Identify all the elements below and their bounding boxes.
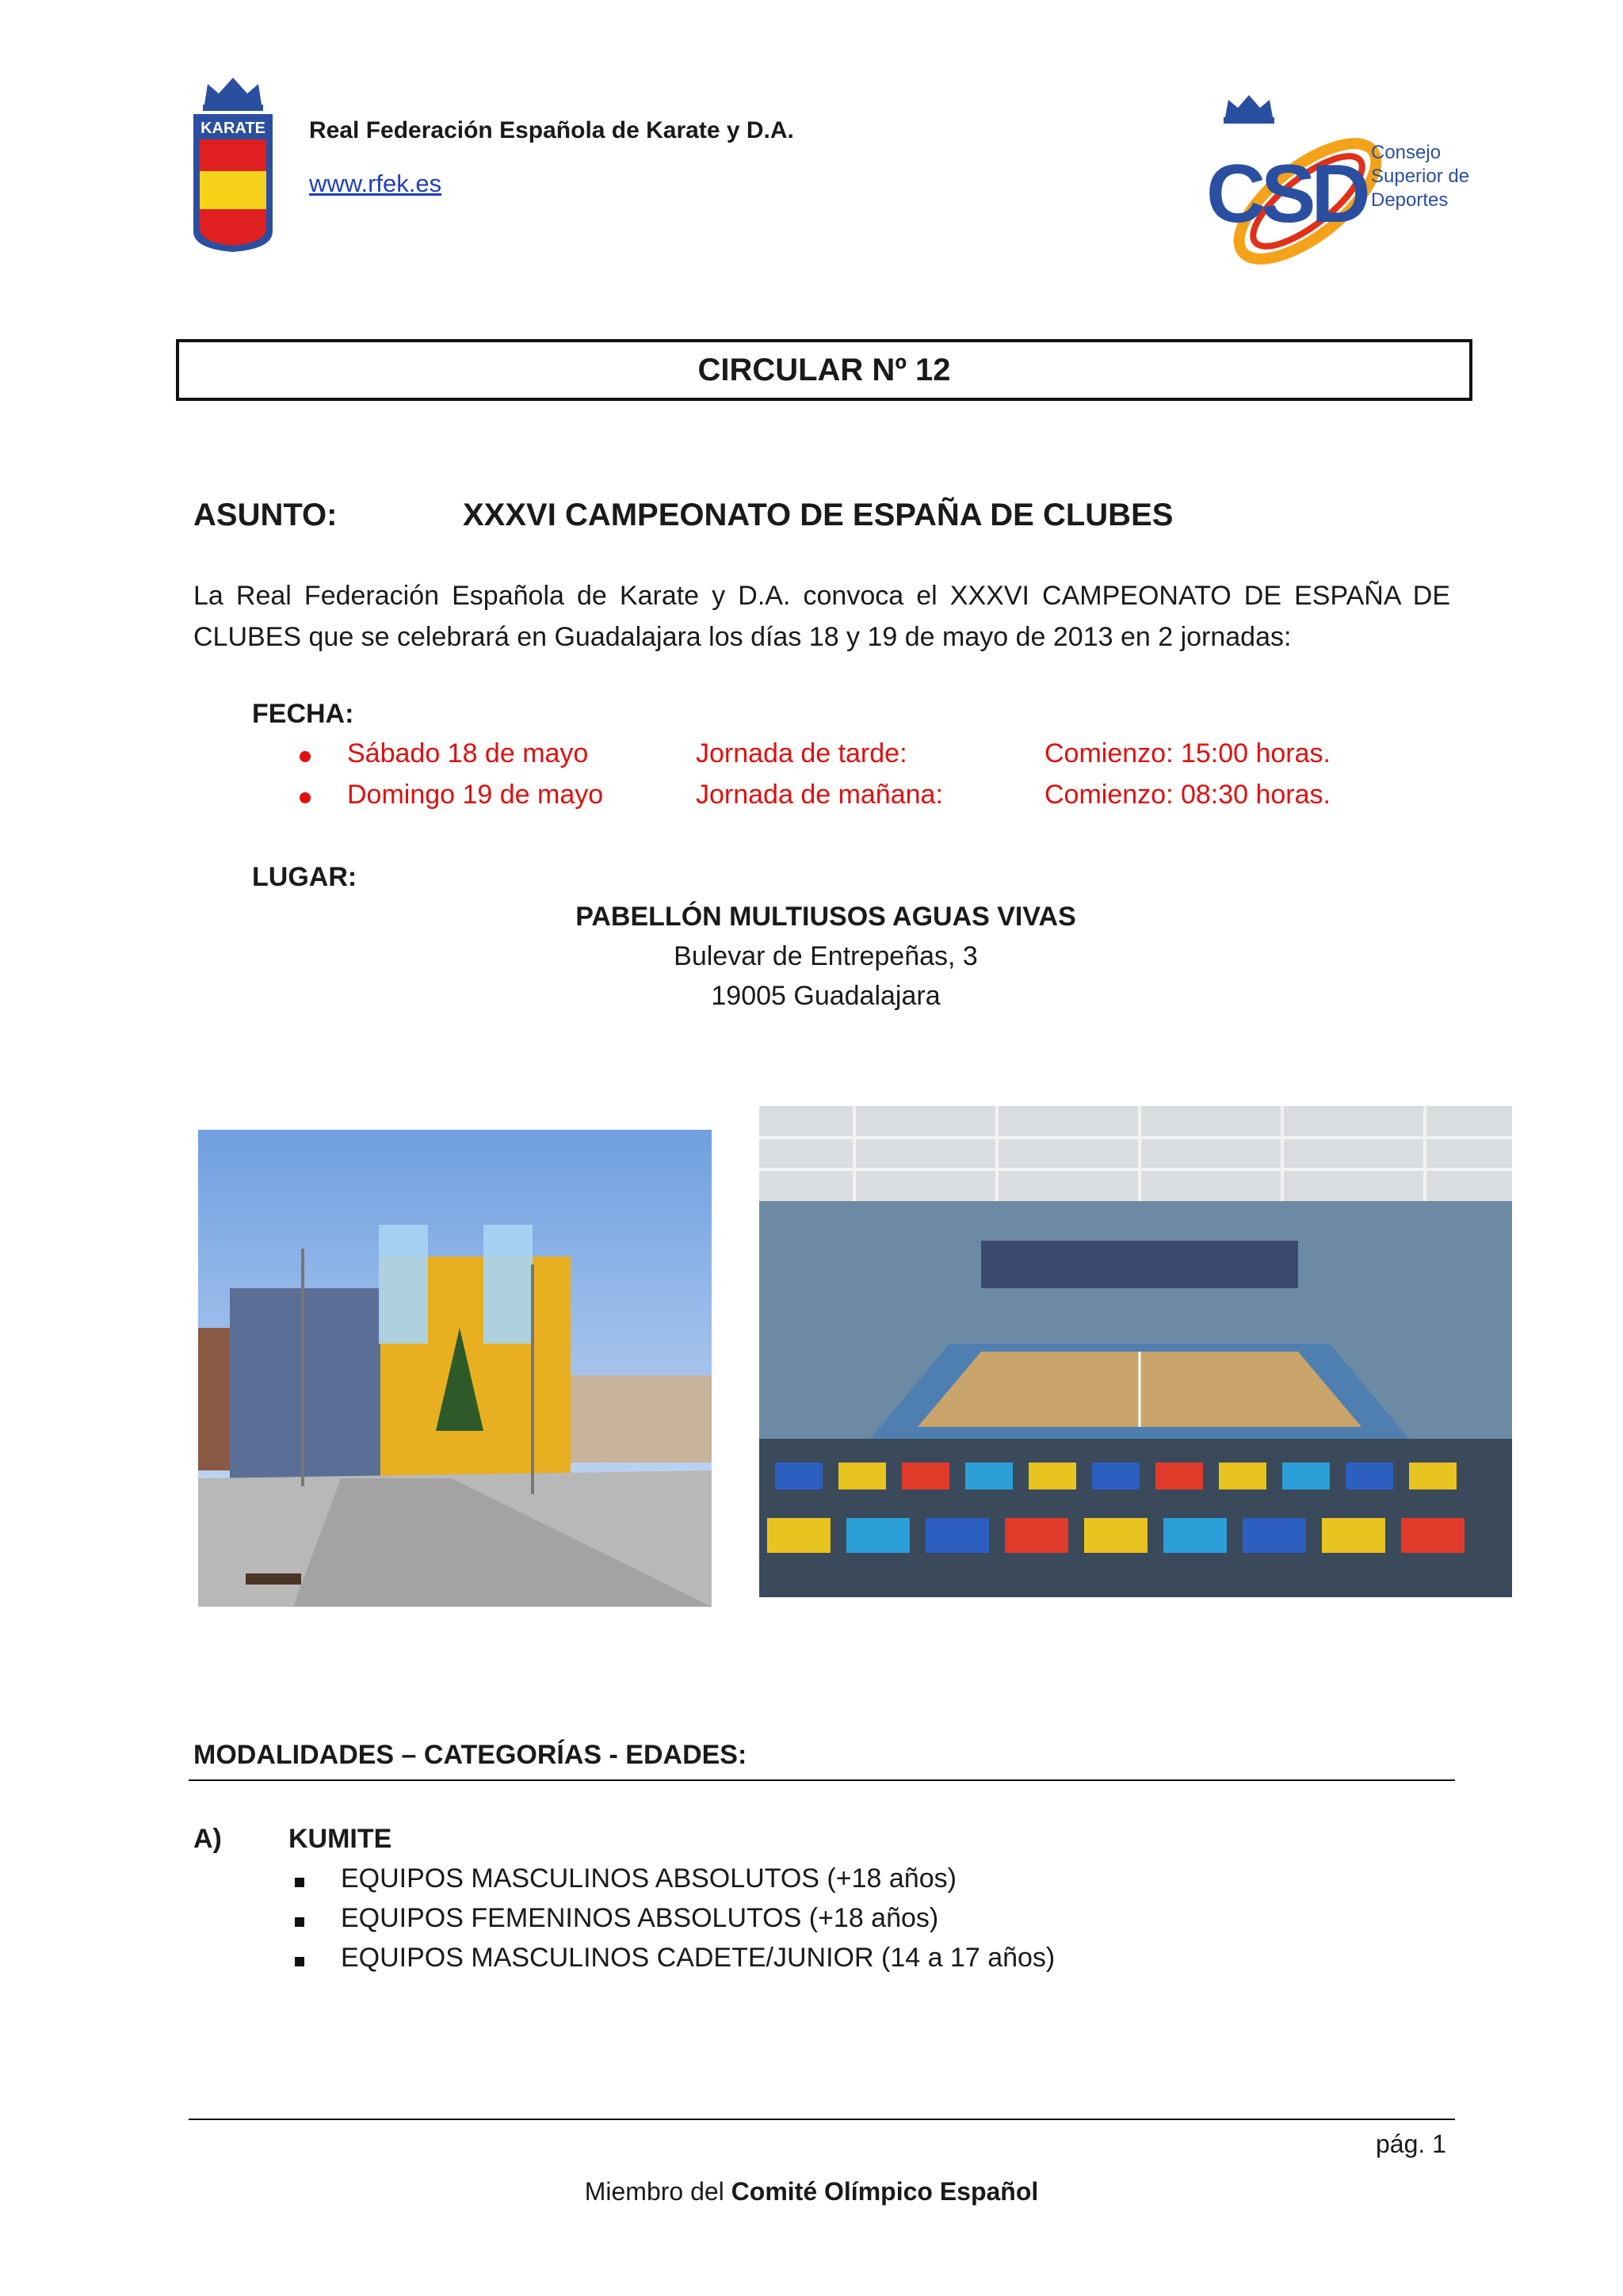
square-bullet-icon (295, 1917, 304, 1927)
kumite-title: KUMITE (288, 1824, 392, 1854)
footer-divider (189, 2119, 1455, 2120)
org-name: Real Federación Española de Karate y D.A. (309, 117, 794, 143)
csd-logo-text: CSD (1206, 148, 1366, 240)
asunto-text: XXXVI CAMPEONATO DE ESPAÑA DE CLUBES (463, 498, 1174, 532)
csd-logo (1189, 82, 1474, 273)
page-number: pág. 1 (1376, 2130, 1446, 2158)
rfek-logo-text: KARATE (200, 120, 265, 137)
org-url-link[interactable]: www.rfek.es (309, 170, 442, 197)
rfek-logo (190, 73, 276, 254)
kumite-item: EQUIPOS MASCULINOS CADETE/JUNIOR (14 a 17 años) (341, 1943, 1056, 1973)
bullet-icon (300, 792, 311, 803)
venue-address: Bulevar de Entrepeñas, 3 (674, 941, 978, 971)
venue-name: PABELLÓN MULTIUSOS AGUAS VIVAS (575, 902, 1076, 932)
footer-member (0, 2177, 1623, 2206)
schedule-day: Sábado 18 de mayo (347, 738, 589, 769)
kumite-letter: A) (193, 1824, 222, 1854)
csd-sub-1: Consejo (1371, 142, 1442, 163)
square-bullet-icon (295, 1957, 304, 1966)
venue-city: 19005 Guadalajara (711, 981, 941, 1011)
venue-exterior-photo (198, 1130, 712, 1607)
asunto-label: ASUNTO: (193, 498, 338, 532)
schedule-row (0, 780, 1623, 821)
modalidades-heading: MODALIDADES – CATEGORÍAS - EDADES: (193, 1740, 747, 1770)
schedule-row (0, 738, 1623, 780)
fecha-label: FECHA: (252, 699, 354, 729)
csd-sub-2: Superior de (1371, 166, 1470, 187)
bullet-icon (300, 751, 311, 762)
footer-member-bold: Comité Olímpico Español (731, 2177, 1039, 2206)
section-divider (189, 1779, 1455, 1781)
lugar-label: LUGAR: (252, 862, 357, 892)
footer-member-prefix: Miembro del (584, 2177, 724, 2206)
circular-title: CIRCULAR Nº 12 (176, 339, 1472, 401)
schedule-start: Comienzo: 08:30 horas. (1044, 780, 1331, 810)
square-bullet-icon (295, 1878, 304, 1887)
schedule-day: Domingo 19 de mayo (347, 780, 604, 810)
intro-paragraph: La Real Federación Española de Karate y D.A. convoca el XXXVI CAMPEONATO DE ESPAÑA DE CLUBES que se celebrará en Guadalajara los días 18 y 19 de mayo de 2013 en 2 jornadas: (193, 581, 1450, 652)
csd-sub-3: Deportes (1371, 189, 1449, 211)
schedule-session: Jornada de mañana: (696, 780, 943, 810)
schedule-session: Jornada de tarde: (696, 738, 907, 769)
schedule-start: Comienzo: 15:00 horas. (1044, 738, 1331, 769)
kumite-item: EQUIPOS MASCULINOS ABSOLUTOS (+18 años) (341, 1863, 957, 1894)
kumite-item: EQUIPOS FEMENINOS ABSOLUTOS (+18 años) (341, 1903, 939, 1933)
venue-interior-photo (759, 1106, 1512, 1597)
